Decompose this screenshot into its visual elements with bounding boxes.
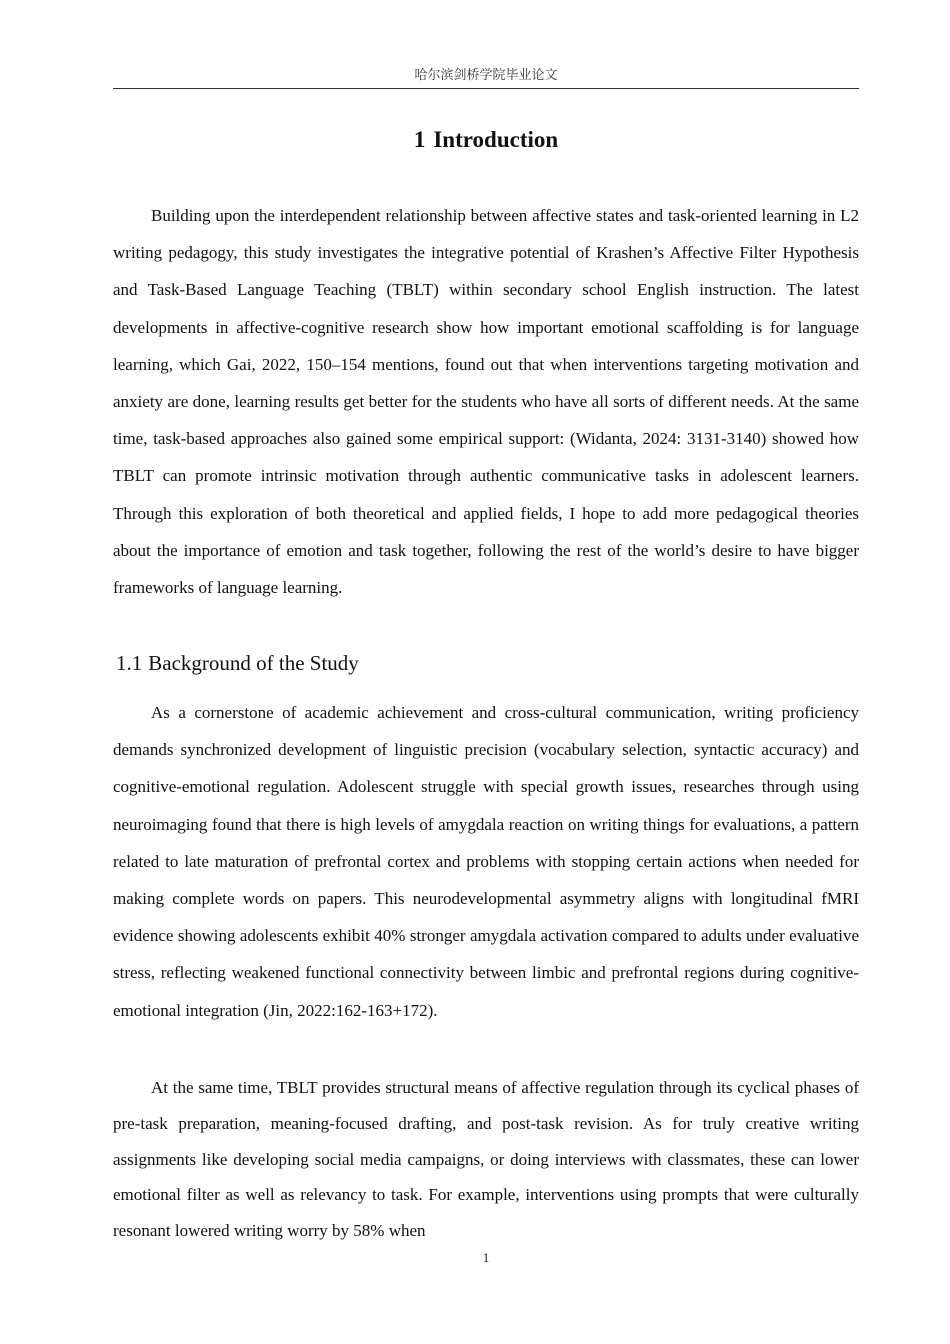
intro-paragraph: Building upon the interdependent relationship between affective states and task-oriented learning in L2 writing pedagogy, this study investigates the integrative potential of Krashen’s Affective Filter Hypothesis and Task-Based Language Teaching (TBLT) within secondary school English instruction. The latest developments in affective-cognitive research show how important emotional scaffolding is for language learning, which Gai, 2022, 150–154 mentions, found out that when interventions targeting motivation and anxiety are done, learning results get better for the students who have all sorts of different needs. At the same time, task-based approaches also gained some empirical support: (Widanta, 2024: 3131-3140) showed how TBLT can promote intrinsic motivation through authentic communicative tasks in adolescent learners. Through this exploration of both theoretical and applied fields, I hope to add more pedagogical theories about the importance of emotion and task together, following the rest of the world’s desire to have bigger frameworks of language learning.	[113, 206, 859, 598]
background-paragraph-2: At the same time, TBLT provides structural means of affective regulation through its cyclical phases of pre-task preparation, meaning-focused drafting, and post-task revision. As for truly creative writing assignments like developing social media campaigns, or doing interviews with classmates, these can lower emotional filter as well as relevancy to task. For example, interventions using prompts that were culturally resonant lowered writing worry by 58% when	[113, 1078, 859, 1241]
background-paragraph-1-block	[113, 694, 859, 1029]
background-paragraph-2-block	[113, 1070, 859, 1249]
section-heading	[116, 648, 359, 678]
chapter-number: 1	[413, 127, 426, 152]
section-title-text: Background of the Study	[148, 651, 359, 675]
header-divider	[113, 88, 859, 89]
intro-paragraph-block	[113, 197, 859, 606]
chapter-title-text: Introduction	[433, 127, 559, 152]
page-number: 1	[482, 1250, 490, 1265]
chapter-title	[113, 124, 859, 156]
section-number: 1.1	[116, 651, 143, 675]
running-header: 哈尔滨剑桥学院毕业论文	[414, 68, 558, 83]
background-paragraph-1: As a cornerstone of academic achievement and cross-cultural communication, writing proficiency demands synchronized development of linguistic precision (vocabulary selection, syntactic accuracy) and cognitive-emotional regulation. Adolescent struggle with special growth issues, researches through using neuroimaging found that there is high levels of amygdala reaction on writing things for evaluations, a pattern related to late maturation of prefrontal cortex and problems with stopping certain actions when needed for making complete words on papers. This neurodevelopmental asymmetry aligns with longitudinal fMRI evidence showing adolescents exhibit 40% stronger amygdala activation compared to adults under evaluative stress, reflecting weakened functional connectivity between limbic and prefrontal regions during cognitive-emotional integration (Jin, 2022:162-163+172).	[113, 703, 859, 1020]
